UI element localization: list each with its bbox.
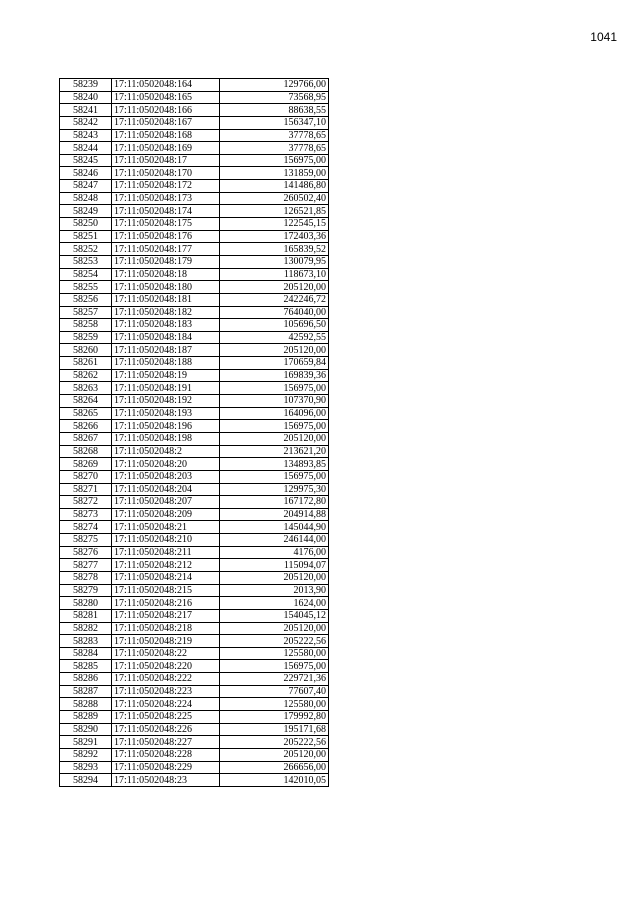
value-cell: 134893,85	[220, 458, 329, 471]
value-cell: 205120,00	[220, 622, 329, 635]
value-cell: 77607,40	[220, 685, 329, 698]
value-cell: 170659,84	[220, 357, 329, 370]
row-number-cell: 58285	[60, 660, 112, 673]
row-number-cell: 58240	[60, 91, 112, 104]
row-number-cell: 58256	[60, 293, 112, 306]
table-row	[60, 142, 329, 155]
table-row	[60, 180, 329, 193]
table-row	[60, 559, 329, 572]
row-number-cell: 58278	[60, 571, 112, 584]
row-number-cell: 58270	[60, 470, 112, 483]
value-cell: 213621,20	[220, 445, 329, 458]
table-row	[60, 104, 329, 117]
table-row	[60, 685, 329, 698]
value-cell: 73568,95	[220, 91, 329, 104]
row-number-cell: 58241	[60, 104, 112, 117]
value-cell: 156347,10	[220, 116, 329, 129]
value-cell: 229721,36	[220, 673, 329, 686]
cadastral-number-cell: 17:11:0502048:220	[112, 660, 220, 673]
value-cell: 156975,00	[220, 470, 329, 483]
table-row	[60, 281, 329, 294]
value-cell: 145044,90	[220, 521, 329, 534]
row-number-cell: 58283	[60, 635, 112, 648]
table-row	[60, 293, 329, 306]
table-row	[60, 91, 329, 104]
row-number-cell: 58291	[60, 736, 112, 749]
value-cell: 205120,00	[220, 432, 329, 445]
value-cell: 172403,36	[220, 230, 329, 243]
table-row	[60, 571, 329, 584]
cadastral-number-cell: 17:11:0502048:177	[112, 243, 220, 256]
value-cell: 42592,55	[220, 331, 329, 344]
value-cell: 204914,88	[220, 508, 329, 521]
cadastral-number-cell: 17:11:0502048:21	[112, 521, 220, 534]
cadastral-number-cell: 17:11:0502048:224	[112, 698, 220, 711]
table-row	[60, 218, 329, 231]
row-number-cell: 58260	[60, 344, 112, 357]
value-cell: 126521,85	[220, 205, 329, 218]
cadastral-number-cell: 17:11:0502048:207	[112, 496, 220, 509]
table-row	[60, 660, 329, 673]
value-cell: 205120,00	[220, 748, 329, 761]
table-row	[60, 635, 329, 648]
cadastral-number-cell: 17:11:0502048:170	[112, 167, 220, 180]
value-cell: 88638,55	[220, 104, 329, 117]
cadastral-number-cell: 17:11:0502048:225	[112, 711, 220, 724]
table-row	[60, 420, 329, 433]
row-number-cell: 58257	[60, 306, 112, 319]
row-number-cell: 58268	[60, 445, 112, 458]
row-number-cell: 58262	[60, 369, 112, 382]
cadastral-number-cell: 17:11:0502048:188	[112, 357, 220, 370]
row-number-cell: 58243	[60, 129, 112, 142]
cadastral-number-cell: 17:11:0502048:174	[112, 205, 220, 218]
value-cell: 2013,90	[220, 584, 329, 597]
value-cell: 242246,72	[220, 293, 329, 306]
row-number-cell: 58279	[60, 584, 112, 597]
row-number-cell: 58261	[60, 357, 112, 370]
row-number-cell: 58245	[60, 154, 112, 167]
table-row	[60, 116, 329, 129]
cadastral-number-cell: 17:11:0502048:176	[112, 230, 220, 243]
row-number-cell: 58246	[60, 167, 112, 180]
row-number-cell: 58265	[60, 407, 112, 420]
value-cell: 164096,00	[220, 407, 329, 420]
value-cell: 37778,65	[220, 142, 329, 155]
value-cell: 156975,00	[220, 660, 329, 673]
cadastral-number-cell: 17:11:0502048:173	[112, 192, 220, 205]
value-cell: 142010,05	[220, 774, 329, 787]
row-number-cell: 58239	[60, 79, 112, 92]
cadastral-number-cell: 17:11:0502048:166	[112, 104, 220, 117]
cadastral-number-cell: 17:11:0502048:172	[112, 180, 220, 193]
cadastral-number-cell: 17:11:0502048:214	[112, 571, 220, 584]
table-row	[60, 306, 329, 319]
cadastral-number-cell: 17:11:0502048:184	[112, 331, 220, 344]
row-number-cell: 58263	[60, 382, 112, 395]
page-number: 1041	[590, 30, 617, 44]
cadastral-number-cell: 17:11:0502048:169	[112, 142, 220, 155]
cadastral-number-cell: 17:11:0502048:187	[112, 344, 220, 357]
row-number-cell: 58292	[60, 748, 112, 761]
value-cell: 205222,56	[220, 635, 329, 648]
row-number-cell: 58271	[60, 483, 112, 496]
row-number-cell: 58289	[60, 711, 112, 724]
cadastral-number-cell: 17:11:0502048:218	[112, 622, 220, 635]
value-cell: 129766,00	[220, 79, 329, 92]
value-cell: 179992,80	[220, 711, 329, 724]
cadastral-number-cell: 17:11:0502048:17	[112, 154, 220, 167]
cadastral-number-cell: 17:11:0502048:204	[112, 483, 220, 496]
row-number-cell: 58282	[60, 622, 112, 635]
table-row	[60, 154, 329, 167]
cadastral-number-cell: 17:11:0502048:179	[112, 255, 220, 268]
cadastral-number-cell: 17:11:0502048:222	[112, 673, 220, 686]
cadastral-number-cell: 17:11:0502048:18	[112, 268, 220, 281]
cadastral-number-cell: 17:11:0502048:228	[112, 748, 220, 761]
row-number-cell: 58293	[60, 761, 112, 774]
cadastral-number-cell: 17:11:0502048:180	[112, 281, 220, 294]
table-row	[60, 192, 329, 205]
cadastral-number-cell: 17:11:0502048:191	[112, 382, 220, 395]
row-number-cell: 58259	[60, 331, 112, 344]
cadastral-number-cell: 17:11:0502048:198	[112, 432, 220, 445]
table-row	[60, 458, 329, 471]
table-row	[60, 761, 329, 774]
value-cell: 156975,00	[220, 420, 329, 433]
value-cell: 167172,80	[220, 496, 329, 509]
table-row	[60, 508, 329, 521]
row-number-cell: 58290	[60, 723, 112, 736]
row-number-cell: 58277	[60, 559, 112, 572]
cadastral-number-cell: 17:11:0502048:19	[112, 369, 220, 382]
table-row	[60, 609, 329, 622]
row-number-cell: 58273	[60, 508, 112, 521]
table-row	[60, 483, 329, 496]
value-cell: 266656,00	[220, 761, 329, 774]
cadastral-number-cell: 17:11:0502048:217	[112, 609, 220, 622]
table-row	[60, 129, 329, 142]
cadastral-number-cell: 17:11:0502048:196	[112, 420, 220, 433]
value-cell: 156975,00	[220, 154, 329, 167]
table-row	[60, 622, 329, 635]
value-cell: 125580,00	[220, 698, 329, 711]
table-body	[60, 79, 329, 787]
cadastral-number-cell: 17:11:0502048:164	[112, 79, 220, 92]
value-cell: 154045,12	[220, 609, 329, 622]
row-number-cell: 58266	[60, 420, 112, 433]
table-row	[60, 344, 329, 357]
table-row	[60, 205, 329, 218]
value-cell: 165839,52	[220, 243, 329, 256]
row-number-cell: 58250	[60, 218, 112, 231]
value-cell: 260502,40	[220, 192, 329, 205]
value-cell: 4176,00	[220, 546, 329, 559]
cadastral-number-cell: 17:11:0502048:219	[112, 635, 220, 648]
value-cell: 131859,00	[220, 167, 329, 180]
row-number-cell: 58284	[60, 647, 112, 660]
cadastral-number-cell: 17:11:0502048:223	[112, 685, 220, 698]
value-cell: 156975,00	[220, 382, 329, 395]
table-row	[60, 711, 329, 724]
value-cell: 764040,00	[220, 306, 329, 319]
value-cell: 205222,56	[220, 736, 329, 749]
table-row	[60, 673, 329, 686]
row-number-cell: 58247	[60, 180, 112, 193]
cadastral-number-cell: 17:11:0502048:167	[112, 116, 220, 129]
value-cell: 169839,36	[220, 369, 329, 382]
table-row	[60, 407, 329, 420]
cadastral-number-cell: 17:11:0502048:212	[112, 559, 220, 572]
row-number-cell: 58286	[60, 673, 112, 686]
value-cell: 115094,07	[220, 559, 329, 572]
table-row	[60, 496, 329, 509]
cadastral-number-cell: 17:11:0502048:193	[112, 407, 220, 420]
table-row	[60, 167, 329, 180]
table-row	[60, 597, 329, 610]
table-row	[60, 647, 329, 660]
value-cell: 141486,80	[220, 180, 329, 193]
value-cell: 118673,10	[220, 268, 329, 281]
value-cell: 205120,00	[220, 281, 329, 294]
table-row	[60, 357, 329, 370]
row-number-cell: 58252	[60, 243, 112, 256]
table-row	[60, 230, 329, 243]
value-cell: 205120,00	[220, 571, 329, 584]
value-cell: 1624,00	[220, 597, 329, 610]
table-row	[60, 445, 329, 458]
row-number-cell: 58251	[60, 230, 112, 243]
value-cell: 246144,00	[220, 534, 329, 547]
table-row	[60, 748, 329, 761]
table-row	[60, 736, 329, 749]
row-number-cell: 58253	[60, 255, 112, 268]
row-number-cell: 58255	[60, 281, 112, 294]
table-row	[60, 546, 329, 559]
table-row	[60, 255, 329, 268]
cadastral-number-cell: 17:11:0502048:175	[112, 218, 220, 231]
row-number-cell: 58274	[60, 521, 112, 534]
row-number-cell: 58269	[60, 458, 112, 471]
table-row	[60, 774, 329, 787]
cadastral-number-cell: 17:11:0502048:168	[112, 129, 220, 142]
cadastral-number-cell: 17:11:0502048:210	[112, 534, 220, 547]
row-number-cell: 58294	[60, 774, 112, 787]
table-row	[60, 521, 329, 534]
row-number-cell: 58258	[60, 319, 112, 332]
cadastral-number-cell: 17:11:0502048:229	[112, 761, 220, 774]
cadastral-number-cell: 17:11:0502048:183	[112, 319, 220, 332]
cadastral-number-cell: 17:11:0502048:181	[112, 293, 220, 306]
value-cell: 37778,65	[220, 129, 329, 142]
row-number-cell: 58267	[60, 432, 112, 445]
row-number-cell: 58275	[60, 534, 112, 547]
value-cell: 205120,00	[220, 344, 329, 357]
row-number-cell: 58287	[60, 685, 112, 698]
row-number-cell: 58249	[60, 205, 112, 218]
value-cell: 107370,90	[220, 395, 329, 408]
table-row	[60, 268, 329, 281]
value-cell: 130079,95	[220, 255, 329, 268]
row-number-cell: 58288	[60, 698, 112, 711]
row-number-cell: 58272	[60, 496, 112, 509]
table-row	[60, 723, 329, 736]
cadastral-number-cell: 17:11:0502048:227	[112, 736, 220, 749]
table-row	[60, 432, 329, 445]
cadastral-number-cell: 17:11:0502048:23	[112, 774, 220, 787]
row-number-cell: 58248	[60, 192, 112, 205]
value-cell: 122545,15	[220, 218, 329, 231]
table-row	[60, 79, 329, 92]
row-number-cell: 58244	[60, 142, 112, 155]
table-row	[60, 698, 329, 711]
cadastral-number-cell: 17:11:0502048:192	[112, 395, 220, 408]
cadastral-number-cell: 17:11:0502048:22	[112, 647, 220, 660]
cadastral-number-cell: 17:11:0502048:165	[112, 91, 220, 104]
cadastral-number-cell: 17:11:0502048:2	[112, 445, 220, 458]
cadastral-number-cell: 17:11:0502048:211	[112, 546, 220, 559]
cadastral-number-cell: 17:11:0502048:203	[112, 470, 220, 483]
cadastral-number-cell: 17:11:0502048:216	[112, 597, 220, 610]
table-row	[60, 369, 329, 382]
cadastral-value-table	[59, 78, 329, 787]
table-row	[60, 382, 329, 395]
row-number-cell: 58242	[60, 116, 112, 129]
table-row	[60, 331, 329, 344]
table-row	[60, 534, 329, 547]
table-row	[60, 319, 329, 332]
cadastral-number-cell: 17:11:0502048:215	[112, 584, 220, 597]
row-number-cell: 58280	[60, 597, 112, 610]
cadastral-number-cell: 17:11:0502048:209	[112, 508, 220, 521]
value-cell: 195171,68	[220, 723, 329, 736]
cadastral-number-cell: 17:11:0502048:20	[112, 458, 220, 471]
cadastral-number-cell: 17:11:0502048:226	[112, 723, 220, 736]
table-row	[60, 470, 329, 483]
cadastral-number-cell: 17:11:0502048:182	[112, 306, 220, 319]
value-cell: 105696,50	[220, 319, 329, 332]
row-number-cell: 58264	[60, 395, 112, 408]
table-row	[60, 584, 329, 597]
row-number-cell: 58254	[60, 268, 112, 281]
table-row	[60, 395, 329, 408]
row-number-cell: 58281	[60, 609, 112, 622]
value-cell: 125580,00	[220, 647, 329, 660]
value-cell: 129975,30	[220, 483, 329, 496]
row-number-cell: 58276	[60, 546, 112, 559]
table-row	[60, 243, 329, 256]
